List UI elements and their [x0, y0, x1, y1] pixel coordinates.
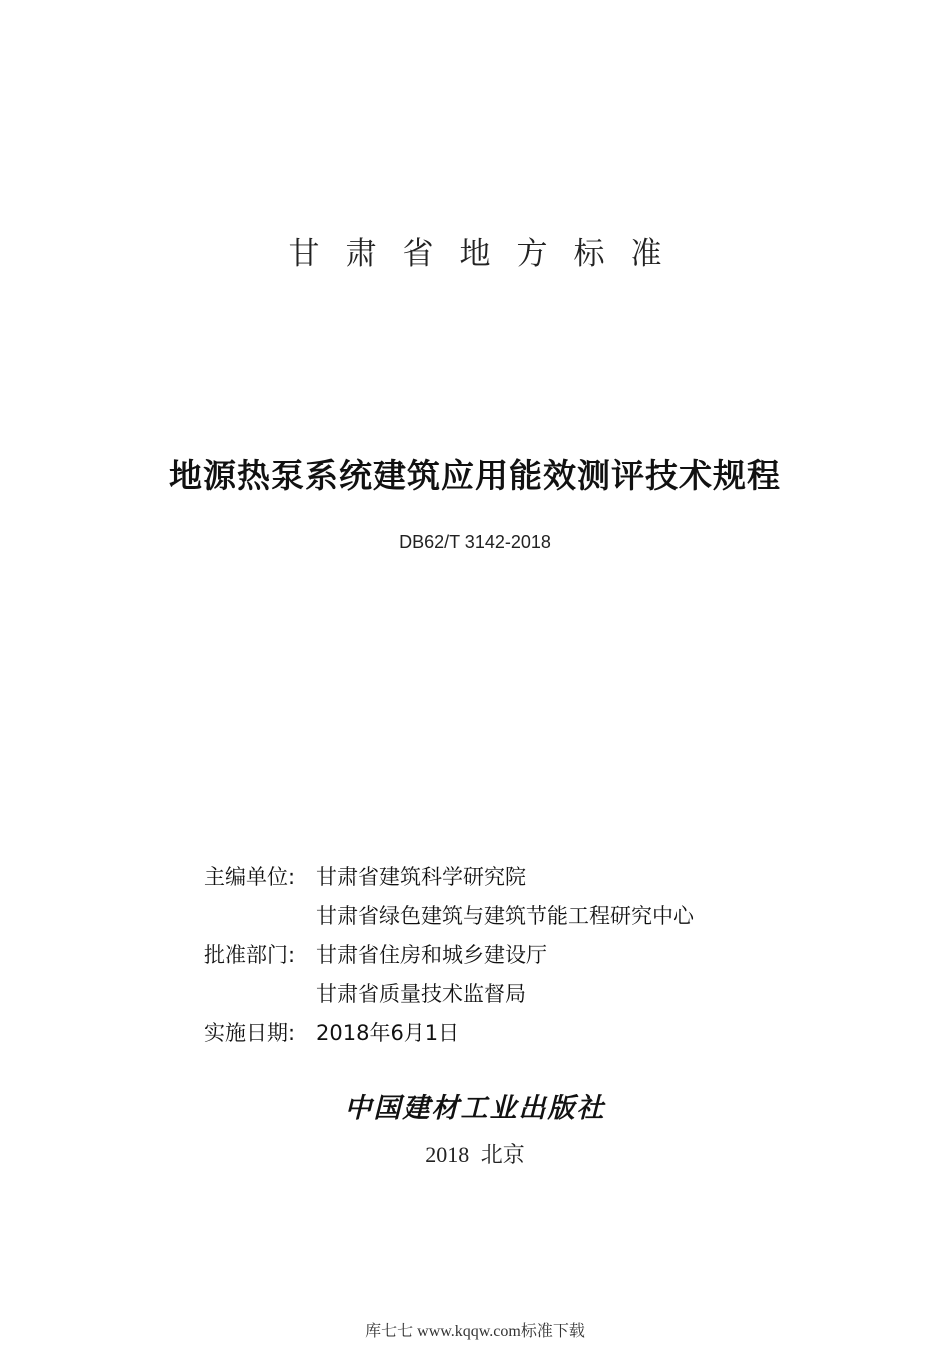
- info-row: [204, 975, 824, 1014]
- publication-place-year: 2018 北京: [425, 1142, 525, 1167]
- info-label: [204, 897, 316, 936]
- info-label: [204, 975, 316, 1014]
- document-title: 地源热泵系统建筑应用能效测评技术规程: [169, 456, 781, 495]
- standard-code: DB62/T 3142-2018: [399, 532, 551, 552]
- info-label: 批准部门:: [204, 943, 296, 967]
- info-value: 甘肃省质量技术监督局: [316, 982, 526, 1006]
- publisher-name: 中国建材工业出版社: [344, 1093, 606, 1124]
- publication-info: [204, 858, 824, 1053]
- standard-type-heading: 甘肃省地方标准: [288, 236, 688, 272]
- info-value: 甘肃省建筑科学研究院: [316, 865, 526, 889]
- info-row: [204, 1014, 824, 1053]
- info-row: [204, 897, 824, 936]
- info-label: 主编单位:: [204, 865, 296, 889]
- info-value: 2018年6月1日: [316, 1021, 460, 1045]
- download-watermark: 库七七 www.kqqw.com标准下载: [365, 1323, 585, 1340]
- info-value: 甘肃省绿色建筑与建筑节能工程研究中心: [316, 904, 694, 928]
- info-label: 实施日期:: [204, 1021, 296, 1045]
- info-row: [204, 936, 824, 975]
- info-value: 甘肃省住房和城乡建设厅: [316, 943, 547, 967]
- info-row: [204, 858, 824, 897]
